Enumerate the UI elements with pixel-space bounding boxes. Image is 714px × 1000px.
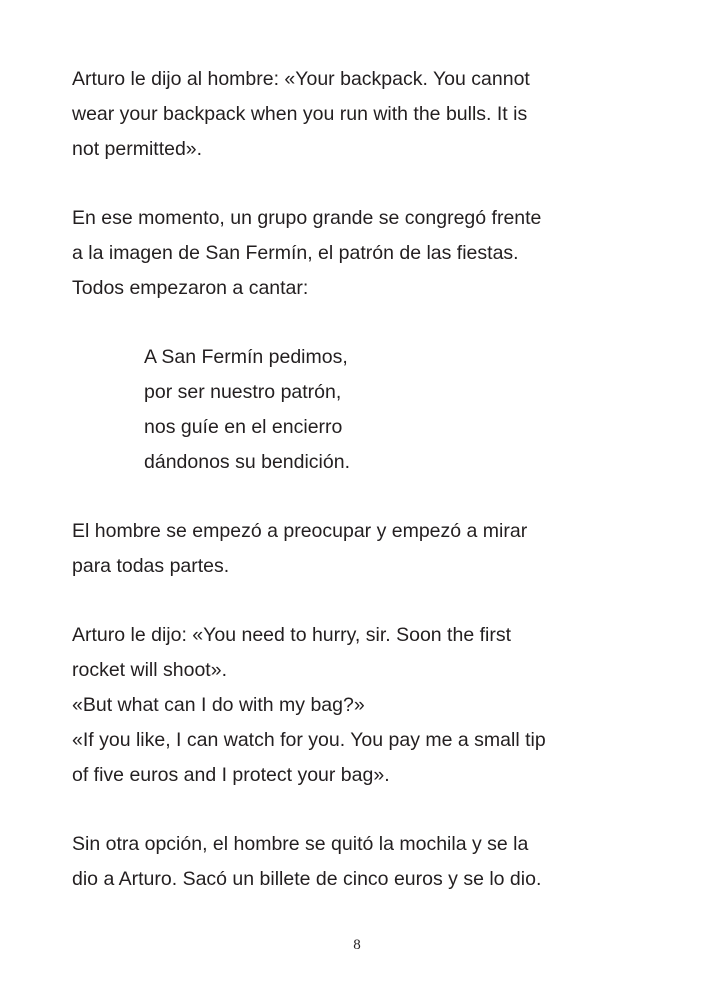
text-line: «If you like, I can watch for you. You pay me a small tip [72,729,546,751]
paragraph-man-worries [72,514,682,584]
paragraph-hands-over-bag [72,827,682,897]
text-line: «But what can I do with my bag?» [72,694,365,716]
verse-line: por ser nuestro patrón, [144,381,342,403]
verse-line: A San Fermín pedimos, [144,346,348,368]
paragraph-dialogue [72,618,682,793]
text-line: Arturo le dijo: «You need to hurry, sir. Soon the first [72,624,511,646]
text-line: rocket will shoot». [72,659,227,681]
text-line: para todas partes. [72,555,230,577]
text-line: wear your backpack when you run with the bulls. It is [72,103,528,125]
text-line: Arturo le dijo al hombre: «Your backpack. You cannot [72,68,530,90]
text-line: En ese momento, un grupo grande se congregó frente [72,207,542,229]
text-line: Sin otra opción, el hombre se quitó la mochila y se la [72,833,529,855]
body-text [72,62,682,931]
text-line: a la imagen de San Fermín, el patrón de las fiestas. [72,242,519,264]
paragraph-backpack-warning [72,62,682,167]
text-line: dio a Arturo. Sacó un billete de cinco euros y se lo dio. [72,868,542,890]
text-line: Todos empezaron a cantar: [72,277,309,299]
text-line: of five euros and I protect your bag». [72,764,390,786]
text-line: El hombre se empezó a preocupar y empezó a mirar [72,520,528,542]
verse-san-fermin [72,340,682,480]
paragraph-group-gathers [72,201,682,306]
page-number: 8 [353,937,361,953]
verse-line: nos guíe en el encierro [144,416,343,438]
text-line: not permitted». [72,138,203,160]
verse-line: dándonos su bendición. [144,451,350,473]
